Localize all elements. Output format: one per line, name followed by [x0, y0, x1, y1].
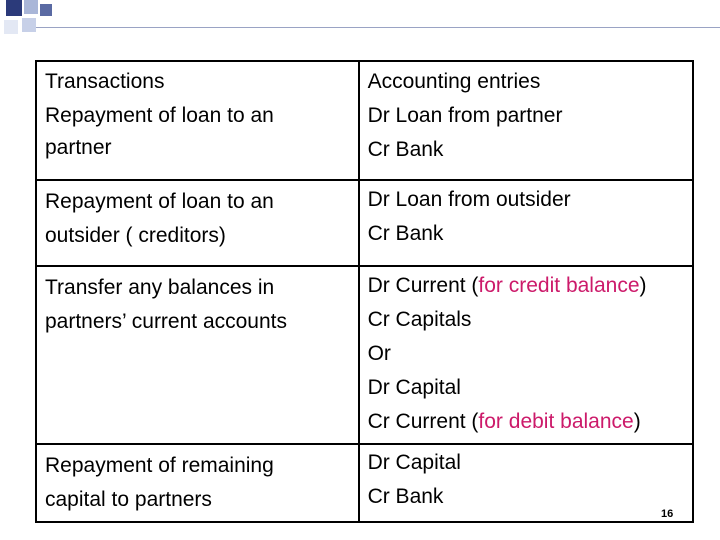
transaction-text: partner: [45, 136, 112, 159]
entry-line: Dr Loan from outsider: [367, 188, 571, 211]
table-row: [36, 444, 693, 522]
transaction-cell: [36, 266, 359, 444]
decor-square: [4, 20, 18, 34]
decor-square: [6, 0, 22, 16]
entry-line: Or: [367, 342, 391, 365]
entry-line: Dr Capital: [367, 451, 461, 474]
entry-text: ): [639, 274, 647, 297]
entry-text: ): [633, 410, 641, 433]
entry-line: Cr Capitals: [367, 308, 472, 331]
entry-line: Dr Capital: [367, 376, 461, 399]
entry-text: Cr Current (: [367, 410, 479, 433]
entry-line: Cr Bank: [367, 138, 444, 161]
transaction-cell: [36, 61, 359, 180]
entries-cell: [359, 180, 693, 266]
table-row: [36, 61, 693, 180]
transaction-text: outsider ( creditors): [45, 224, 226, 247]
entry-line: [368, 269, 692, 303]
entry-line: Cr Bank: [367, 485, 444, 508]
entries-cell: [359, 444, 693, 522]
transaction-text: Transfer any balances in: [45, 276, 275, 299]
transactions-heading: Transactions: [45, 70, 165, 93]
accounting-entries-table: [35, 60, 694, 523]
transaction-text: Repayment of remaining: [45, 454, 274, 477]
transaction-cell: [36, 180, 359, 266]
table-row: [36, 266, 693, 444]
transaction-cell: [36, 444, 359, 522]
transaction-text: Repayment of loan to an: [45, 190, 274, 213]
entries-cell: [359, 61, 693, 180]
header-rule: [36, 27, 720, 28]
entry-line: [368, 405, 692, 439]
entry-line: Dr Loan from partner: [367, 104, 563, 127]
decor-square: [24, 0, 38, 14]
transaction-text: partners’ current accounts: [45, 310, 288, 333]
page-number: 16: [661, 508, 674, 520]
transaction-text: capital to partners: [45, 488, 212, 511]
transaction-text: Repayment of loan to an: [45, 104, 274, 127]
debit-balance-note: for debit balance: [478, 410, 634, 433]
entry-text: Dr Current (: [367, 274, 479, 297]
table-row: [36, 180, 693, 266]
credit-balance-note: for credit balance: [478, 274, 640, 297]
entries-cell: [359, 266, 693, 444]
decor-square: [22, 18, 36, 32]
entries-heading: Accounting entries: [367, 70, 541, 93]
corner-decoration: [0, 0, 720, 40]
decor-square: [40, 4, 52, 16]
entry-line: Cr Bank: [367, 222, 444, 245]
